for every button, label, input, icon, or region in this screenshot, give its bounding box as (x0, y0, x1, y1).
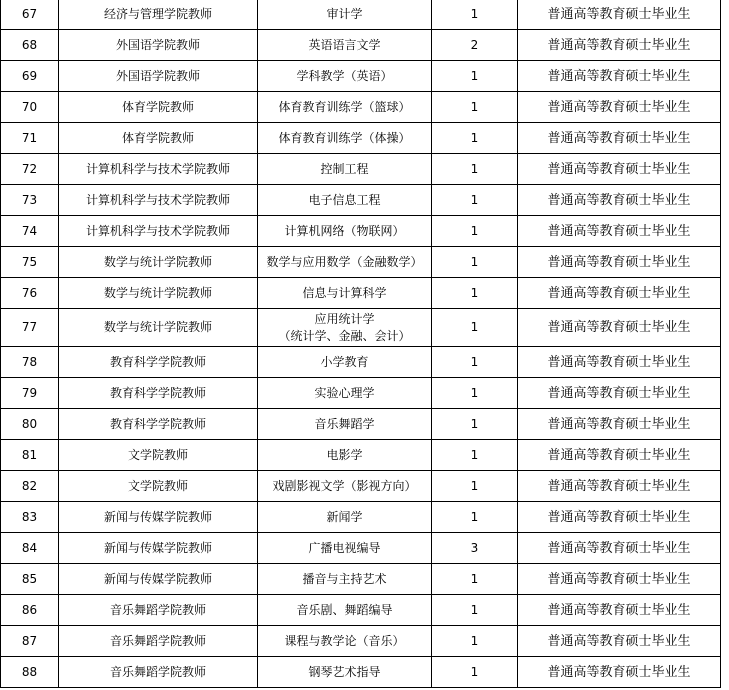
table-row (1, 92, 721, 123)
cell-major (258, 657, 432, 688)
cell-department: 外国语学院教师 (59, 30, 258, 61)
cell-major (258, 440, 432, 471)
cell-department: 外国语学院教师 (59, 61, 258, 92)
cell-headcount: 1 (432, 657, 518, 688)
cell-education: 普通高等教育硕士毕业生 (518, 247, 721, 278)
cell-major (258, 471, 432, 502)
cell-department: 新闻与传媒学院教师 (59, 564, 258, 595)
cell-major (258, 247, 432, 278)
major-line: 控制工程 (320, 161, 369, 176)
major-line: 体育教育训练学（体操） (278, 130, 411, 145)
cell-department: 计算机科学与技术学院教师 (59, 154, 258, 185)
major-line: 课程与教学论（音乐） (284, 633, 405, 648)
cell-education: 普通高等教育硕士毕业生 (518, 278, 721, 309)
table-row (1, 657, 721, 688)
cell-headcount: 1 (432, 247, 518, 278)
cell-major (258, 123, 432, 154)
table-row (1, 0, 721, 30)
cell-headcount: 1 (432, 502, 518, 533)
cell-number: 69 (1, 61, 59, 92)
cell-education: 普通高等教育硕士毕业生 (518, 502, 721, 533)
major-line: 戏剧影视文学（影视方向） (272, 478, 417, 493)
major-line: 计算机网络（物联网） (284, 223, 405, 238)
cell-major (258, 378, 432, 409)
cell-education: 普通高等教育硕士毕业生 (518, 378, 721, 409)
cell-department: 音乐舞蹈学院教师 (59, 595, 258, 626)
cell-major (258, 309, 432, 347)
cell-department: 教育科学学院教师 (59, 347, 258, 378)
cell-major (258, 216, 432, 247)
major-line: 应用统计学 (314, 311, 375, 326)
cell-major (258, 30, 432, 61)
cell-headcount: 1 (432, 309, 518, 347)
cell-major (258, 409, 432, 440)
table-row (1, 626, 721, 657)
table-row (1, 247, 721, 278)
cell-major (258, 502, 432, 533)
cell-major (258, 533, 432, 564)
cell-number: 71 (1, 123, 59, 154)
cell-headcount: 1 (432, 154, 518, 185)
cell-department: 数学与统计学院教师 (59, 278, 258, 309)
cell-department: 教育科学学院教师 (59, 409, 258, 440)
major-line: 电影学 (326, 447, 363, 462)
cell-major (258, 278, 432, 309)
major-line: 数学与应用数学（金融数学） (266, 254, 423, 269)
table-row (1, 61, 721, 92)
cell-headcount: 1 (432, 564, 518, 595)
major-line: 审计学 (326, 6, 363, 21)
table-row (1, 347, 721, 378)
cell-major (258, 92, 432, 123)
cell-headcount: 1 (432, 595, 518, 626)
cell-number: 79 (1, 378, 59, 409)
cell-headcount: 1 (432, 440, 518, 471)
table-row (1, 123, 721, 154)
cell-education: 普通高等教育硕士毕业生 (518, 595, 721, 626)
cell-number: 86 (1, 595, 59, 626)
cell-department: 音乐舞蹈学院教师 (59, 657, 258, 688)
table-row (1, 502, 721, 533)
cell-number: 81 (1, 440, 59, 471)
cell-number: 68 (1, 30, 59, 61)
cell-number: 67 (1, 0, 59, 30)
major-line: 播音与主持艺术 (302, 571, 387, 586)
cell-education: 普通高等教育硕士毕业生 (518, 471, 721, 502)
major-line: 实验心理学 (314, 385, 375, 400)
table-row (1, 185, 721, 216)
cell-education: 普通高等教育硕士毕业生 (518, 564, 721, 595)
cell-education: 普通高等教育硕士毕业生 (518, 533, 721, 564)
cell-department: 文学院教师 (59, 440, 258, 471)
cell-number: 78 (1, 347, 59, 378)
table-row (1, 154, 721, 185)
major-line: 体育教育训练学（篮球） (278, 99, 411, 114)
cell-major (258, 626, 432, 657)
major-line: 钢琴艺术指导 (308, 664, 381, 679)
table-row (1, 595, 721, 626)
table-row (1, 533, 721, 564)
cell-education: 普通高等教育硕士毕业生 (518, 0, 721, 30)
cell-major (258, 154, 432, 185)
cell-department: 新闻与传媒学院教师 (59, 533, 258, 564)
cell-headcount: 1 (432, 92, 518, 123)
table-row (1, 378, 721, 409)
cell-number: 88 (1, 657, 59, 688)
table-row (1, 309, 721, 347)
cell-number: 74 (1, 216, 59, 247)
cell-department: 文学院教师 (59, 471, 258, 502)
cell-department: 数学与统计学院教师 (59, 309, 258, 347)
table-row (1, 440, 721, 471)
cell-number: 70 (1, 92, 59, 123)
cell-number: 87 (1, 626, 59, 657)
cell-headcount: 1 (432, 409, 518, 440)
cell-major (258, 61, 432, 92)
cell-number: 85 (1, 564, 59, 595)
cell-department: 教育科学学院教师 (59, 378, 258, 409)
cell-department: 音乐舞蹈学院教师 (59, 626, 258, 657)
cell-headcount: 1 (432, 61, 518, 92)
cell-education: 普通高等教育硕士毕业生 (518, 440, 721, 471)
cell-department: 经济与管理学院教师 (59, 0, 258, 30)
cell-department: 体育学院教师 (59, 92, 258, 123)
cell-department: 体育学院教师 (59, 123, 258, 154)
cell-education: 普通高等教育硕士毕业生 (518, 123, 721, 154)
cell-education: 普通高等教育硕士毕业生 (518, 154, 721, 185)
cell-major (258, 595, 432, 626)
major-line: （统计学、金融、会计） (278, 328, 411, 343)
cell-number: 72 (1, 154, 59, 185)
cell-education: 普通高等教育硕士毕业生 (518, 92, 721, 123)
cell-education: 普通高等教育硕士毕业生 (518, 30, 721, 61)
table-row (1, 564, 721, 595)
major-line: 学科教学（英语） (296, 68, 393, 83)
cell-headcount: 1 (432, 0, 518, 30)
major-line: 广播电视编导 (308, 540, 381, 555)
table-row (1, 471, 721, 502)
cell-headcount: 1 (432, 347, 518, 378)
cell-headcount: 1 (432, 471, 518, 502)
major-line: 信息与计算科学 (302, 285, 387, 300)
cell-department: 数学与统计学院教师 (59, 247, 258, 278)
cell-education: 普通高等教育硕士毕业生 (518, 409, 721, 440)
cell-headcount: 1 (432, 278, 518, 309)
cell-department: 计算机科学与技术学院教师 (59, 185, 258, 216)
cell-number: 80 (1, 409, 59, 440)
cell-number: 75 (1, 247, 59, 278)
major-line: 音乐剧、舞蹈编导 (296, 602, 393, 617)
table-row (1, 30, 721, 61)
cell-major (258, 564, 432, 595)
cell-department: 新闻与传媒学院教师 (59, 502, 258, 533)
cell-education: 普通高等教育硕士毕业生 (518, 185, 721, 216)
cell-major (258, 185, 432, 216)
cell-major (258, 347, 432, 378)
major-line: 电子信息工程 (308, 192, 381, 207)
cell-education: 普通高等教育硕士毕业生 (518, 309, 721, 347)
cell-headcount: 1 (432, 216, 518, 247)
cell-education: 普通高等教育硕士毕业生 (518, 657, 721, 688)
cell-headcount: 1 (432, 185, 518, 216)
cell-headcount: 3 (432, 533, 518, 564)
major-line: 英语语言文学 (308, 37, 381, 52)
table-body (1, 0, 721, 688)
major-line: 新闻学 (326, 509, 363, 524)
cell-headcount: 1 (432, 123, 518, 154)
major-line: 小学教育 (320, 354, 369, 369)
cell-education: 普通高等教育硕士毕业生 (518, 347, 721, 378)
table-row (1, 409, 721, 440)
cell-number: 84 (1, 533, 59, 564)
cell-headcount: 1 (432, 378, 518, 409)
cell-headcount: 2 (432, 30, 518, 61)
cell-education: 普通高等教育硕士毕业生 (518, 216, 721, 247)
cell-education: 普通高等教育硕士毕业生 (518, 61, 721, 92)
cell-number: 83 (1, 502, 59, 533)
cell-major (258, 0, 432, 30)
cell-number: 73 (1, 185, 59, 216)
cell-education: 普通高等教育硕士毕业生 (518, 626, 721, 657)
cell-headcount: 1 (432, 626, 518, 657)
cell-department: 计算机科学与技术学院教师 (59, 216, 258, 247)
table-row (1, 216, 721, 247)
cell-number: 82 (1, 471, 59, 502)
table-row (1, 278, 721, 309)
cell-number: 76 (1, 278, 59, 309)
cell-number: 77 (1, 309, 59, 347)
major-line: 音乐舞蹈学 (314, 416, 375, 431)
